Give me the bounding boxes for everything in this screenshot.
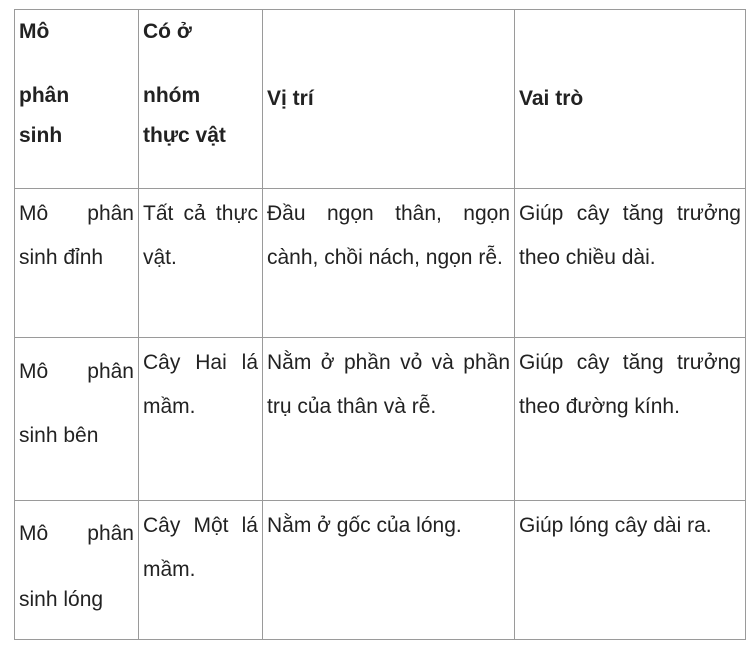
table-cell <box>515 501 746 640</box>
meristem-table <box>14 9 746 640</box>
cell-text: Mô phân sinh đỉnh <box>19 202 134 269</box>
header-text: sinh <box>19 124 63 147</box>
table-cell <box>515 338 746 501</box>
cell-text: Mô phân sinh bên <box>19 360 134 447</box>
header-text: Vị trí <box>267 87 314 110</box>
table-cell <box>15 338 139 501</box>
header-text: nhóm <box>143 84 201 107</box>
table-cell <box>139 189 263 338</box>
cell-text: Đầu ngọn thân, ngọn cành, chồi nách, ngọn rễ. <box>267 202 510 269</box>
cell-text: Cây Hai lá mầm. <box>143 351 258 418</box>
header-text: thực vật <box>143 124 226 147</box>
cell-text: Giúp cây tăng trưởng theo chiều dài. <box>519 202 741 269</box>
header-text: Có ở <box>143 20 192 43</box>
cell-text: Nằm ở phần vỏ và phần trụ của thân và rễ. <box>267 351 510 418</box>
table-cell <box>515 189 746 338</box>
header-cell-plant-group <box>139 10 263 189</box>
header-text: phân <box>19 84 70 107</box>
cell-text: Mô phân sinh lóng <box>19 522 134 611</box>
cell-text: Nằm ở gốc của lóng. <box>267 514 462 537</box>
header-cell-location <box>263 10 515 189</box>
cell-text: Tất cả thực vật. <box>143 202 258 269</box>
header-cell-tissue <box>15 10 139 189</box>
table-cell <box>15 189 139 338</box>
table-cell <box>15 501 139 640</box>
cell-text: Giúp lóng cây dài ra. <box>519 514 712 537</box>
header-text: Vai trò <box>519 87 584 110</box>
table-cell <box>263 501 515 640</box>
cell-text: Giúp cây tăng trưởng theo đường kính. <box>519 351 741 418</box>
table-row <box>15 338 746 501</box>
table-cell <box>139 501 263 640</box>
table-row <box>15 189 746 338</box>
header-text: Mô <box>19 20 50 43</box>
table-cell <box>263 338 515 501</box>
table-cell <box>139 338 263 501</box>
header-cell-role <box>515 10 746 189</box>
table-row <box>15 501 746 640</box>
cell-text: Cây Một lá mầm. <box>143 514 258 581</box>
table-cell <box>263 189 515 338</box>
header-row <box>15 10 746 189</box>
